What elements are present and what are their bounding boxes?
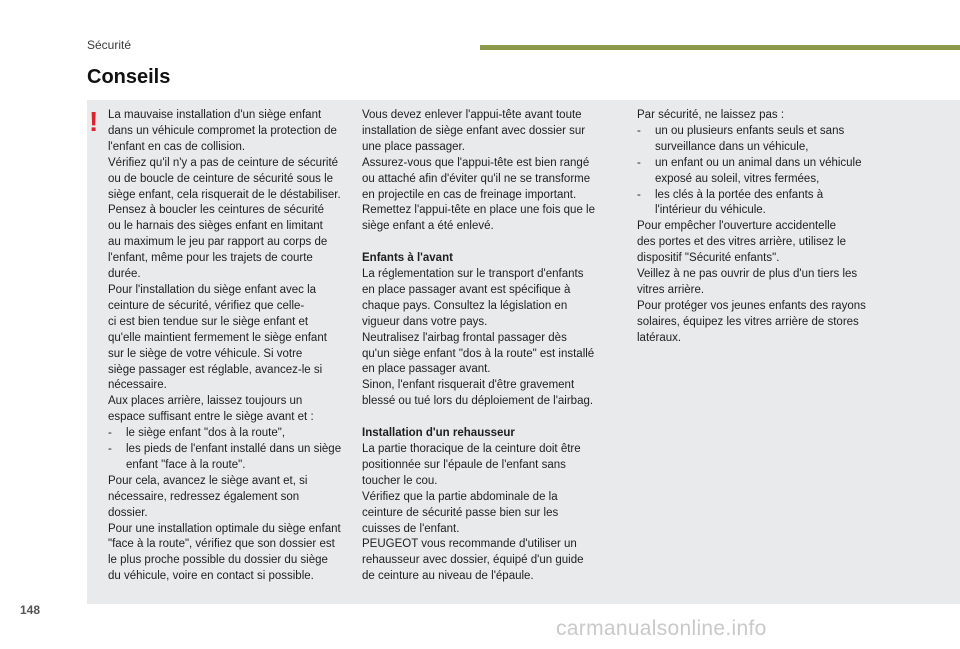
text-line: au maximum le jeu par rapport au corps de [108, 236, 328, 249]
text-line: une place passager. [362, 140, 465, 153]
text-line: Pour cela, avancez le siège avant et, si [108, 474, 308, 487]
column-1-bullets [108, 426, 353, 474]
column-3-intro: Par sécurité, ne laissez pas : [637, 109, 785, 121]
list-item-line: - le siège enfant "dos à la route", [126, 427, 286, 440]
page-title: Conseils [87, 66, 171, 88]
list-item [637, 188, 882, 220]
text-line: siège enfant a été enlevé. [362, 220, 494, 233]
text-line: La mauvaise installation d'un siège enfant [108, 109, 322, 121]
column-1-after [108, 474, 353, 585]
text-line: rehausseur avec dossier, équipé d'un guide [362, 554, 584, 567]
text-line: ou attaché afin d'éviter qu'il ne se transforme [362, 172, 591, 185]
text-line: blessé ou tué lors du déploiement de l'airbag. [362, 395, 594, 408]
text-line: Vérifiez que la partie abdominale de la [362, 490, 558, 503]
text-line: installation de siège enfant avec dossier sur [362, 124, 586, 137]
text-line: l'enfant en cas de collision. [108, 140, 246, 153]
column-2-section-front [362, 267, 612, 410]
text-line: vitres arrière. [637, 283, 705, 296]
list-item [637, 156, 882, 188]
text-line: en place passager avant est spécifique à [362, 283, 571, 296]
text-line: Pour une installation optimale du siège enfant [108, 522, 341, 535]
list-item-line: exposé au soleil, vitres fermées, [655, 172, 820, 185]
text-line: Veillez à ne pas ouvrir de plus d'un tiers les [637, 268, 858, 281]
text-line: Vous devez enlever l'appui-tête avant toute [362, 109, 582, 121]
spacer [362, 235, 612, 251]
text-line: dispositif "Sécurité enfants". [637, 252, 780, 265]
watermark: carmanualsonline.info [556, 617, 767, 640]
list-item-line: - un enfant ou un animal dans un véhicule [655, 156, 862, 169]
text-line: de ceinture au niveau de l'épaule. [362, 570, 534, 583]
text-line: le plus proche possible du dossier du siège [108, 554, 328, 567]
text-line: Assurez-vous que l'appui-tête est bien rangé [362, 156, 590, 169]
text-line: cuisses de l'enfant. [362, 522, 460, 535]
list-item-line: surveillance dans un véhicule, [655, 140, 809, 153]
text-line: PEUGEOT vous recommande d'utiliser un [362, 538, 577, 551]
list-item-line: l'intérieur du véhicule. [655, 204, 766, 217]
section-label: Sécurité [87, 38, 132, 52]
warning-icon: ! [89, 106, 99, 137]
text-line: chaque pays. Consultez la législation en [362, 299, 568, 312]
text-line: ou de boucle de ceinture de sécurité sous le [108, 172, 334, 185]
text-line: des portes et des vitres arrière, utilisez le [637, 236, 847, 249]
header-accent-bar [480, 45, 960, 50]
column-3-after [637, 219, 882, 346]
text-line: latéraux. [637, 331, 682, 344]
list-item-line: - les clés à la portée des enfants à [655, 188, 824, 201]
text-line: dossier. [108, 506, 148, 519]
column-2 [362, 108, 612, 585]
text-line: vigueur dans votre pays. [362, 315, 488, 328]
text-line: solaires, équipez les vitres arrière de stores [637, 315, 859, 328]
column-2-intro [362, 108, 612, 235]
spacer [362, 410, 612, 426]
list-item [108, 426, 353, 442]
list-item-line: - un ou plusieurs enfants seuls et sans [655, 124, 845, 137]
text-line: qu'un siège enfant "dos à la route" est installé [362, 347, 595, 360]
text-line: Neutralisez l'airbag frontal passager dès [362, 331, 567, 344]
text-line: "face à la route", vérifiez que son dossier est [108, 538, 335, 551]
text-line: Pour l'installation du siège enfant avec la [108, 283, 317, 296]
page-number: 148 [20, 603, 41, 617]
text-line: Pour empêcher l'ouverture accidentelle [637, 220, 837, 233]
list-item-line: - les pieds de l'enfant installé dans un siège [126, 443, 342, 456]
text-line: dans un véhicule compromet la protection de [108, 124, 337, 137]
text-line: ci est bien tendue sur le siège enfant et [108, 315, 309, 328]
list-item-line: enfant "face à la route". [126, 458, 246, 471]
text-line: en place passager avant. [362, 363, 491, 376]
text-line: ceinture de sécurité passe bien sur les [362, 506, 559, 519]
text-line: Aux places arrière, laissez toujours un [108, 395, 303, 408]
column-1 [108, 108, 353, 585]
column-2-section-booster [362, 442, 612, 585]
column-3-bullets [637, 124, 882, 219]
section-heading-front: Enfants à l'avant [362, 252, 453, 265]
list-item [108, 442, 353, 474]
text-line: siège enfant, cela risquerait de le déstabiliser. [108, 188, 341, 201]
text-line: Pensez à boucler les ceintures de sécurité [108, 204, 325, 217]
text-line: nécessaire. [108, 379, 167, 392]
text-line: sur le siège de votre véhicule. Si votre [108, 347, 303, 360]
text-line: La partie thoracique de la ceinture doit être [362, 443, 581, 455]
column-3 [637, 108, 882, 347]
text-line: espace suffisant entre le siège avant et : [108, 411, 314, 424]
section-heading-booster: Installation d'un rehausseur [362, 427, 515, 440]
text-line: qu'elle maintient fermement le siège enfant [108, 331, 327, 344]
text-line: positionnée sur l'épaule de l'enfant sans [362, 458, 566, 471]
text-line: toucher le cou. [362, 474, 438, 487]
text-line: Vérifiez qu'il n'y a pas de ceinture de sécurité [108, 156, 339, 169]
text-line: Remettez l'appui-tête en place une fois que le [362, 204, 595, 217]
text-line: durée. [108, 268, 141, 281]
text-line: Sinon, l'enfant risquerait d'être gravement [362, 379, 575, 392]
text-line: l'enfant, même pour les trajets de courte [108, 252, 313, 265]
text-line: Pour protéger vos jeunes enfants des rayons [637, 299, 866, 312]
text-line: nécessaire, redressez également son [108, 490, 300, 503]
column-1-intro [108, 108, 353, 426]
text-line: La réglementation sur le transport d'enfants [362, 268, 584, 281]
text-line: en projectile en cas de freinage important. [362, 188, 577, 201]
text-line: ceinture de sécurité, vérifiez que celle- [108, 299, 305, 312]
text-line: du véhicule, voire en contact si possible. [108, 570, 314, 583]
text-line: ou le harnais des sièges enfant en limitant [108, 220, 323, 233]
text-line: siège passager est réglable, avancez-le si [108, 363, 323, 376]
list-item [637, 124, 882, 156]
